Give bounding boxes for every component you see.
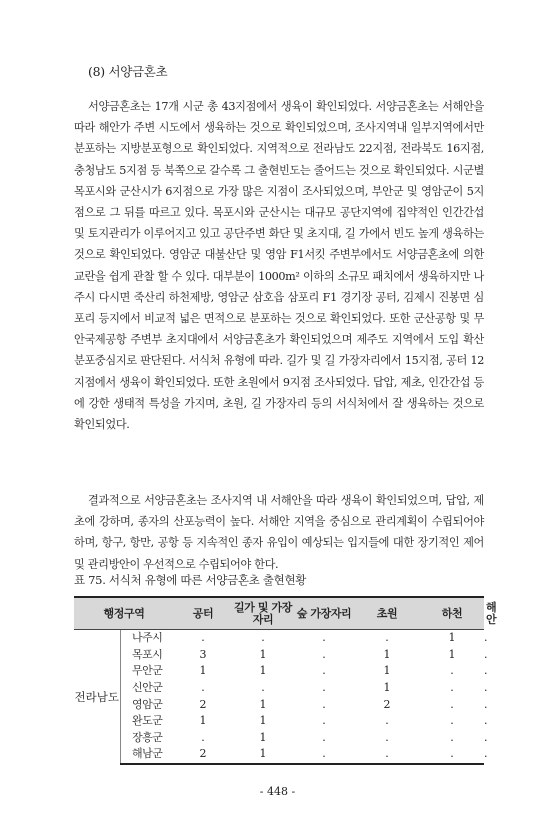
table-cell: 1 bbox=[448, 647, 456, 661]
table-cell: . bbox=[322, 664, 326, 678]
body-paragraph-2: 결과적으로 서양금혼초는 조사지역 내 서해안을 따라 생육이 확인되었으며, 답압, 제초에 강하며, 종자의 산포능력이 높다. 서해안 지역을 중심으로 관리계획이 수립되어야 하며, 항구, 항만, 공항 등 지속적인 종자 유입이 예상되는 입지들에 대한 장기적인 제어 및 관리방안이 우선적으로 수립되어야 한다. bbox=[74, 494, 484, 571]
table-cell: 2 bbox=[199, 697, 207, 711]
table-cell: 3 bbox=[199, 647, 207, 661]
table-cell: . bbox=[322, 714, 326, 728]
subregion-cell: 목포시 bbox=[132, 647, 163, 661]
table-row: 목포시 3 1 . 1 1 . bbox=[74, 647, 484, 664]
table-cell: . bbox=[450, 664, 454, 678]
table-cell: . bbox=[385, 730, 389, 744]
table-cell: . bbox=[201, 730, 205, 744]
table-cell: 1 bbox=[259, 697, 267, 711]
table-cell: . bbox=[261, 681, 265, 695]
table-cell: . bbox=[294, 746, 354, 764]
table-cell: . bbox=[450, 730, 454, 744]
subregion-cell: 신안군 bbox=[132, 681, 163, 695]
table-cell: . bbox=[385, 714, 389, 728]
table-cell: 1 bbox=[259, 730, 267, 744]
table-cell: . bbox=[201, 631, 205, 645]
table-cell: 1 bbox=[199, 714, 207, 728]
table-row: 장흥군 . 1 . . . . bbox=[74, 730, 484, 747]
table-cell: 1 bbox=[383, 681, 391, 695]
header-roadside: 길가 및 가장자리 bbox=[232, 597, 294, 630]
table-cell: 2 bbox=[383, 697, 391, 711]
table-cell: 1 bbox=[232, 746, 294, 764]
table-cell: 1 bbox=[199, 664, 207, 678]
table-cell: 2 bbox=[174, 746, 232, 764]
subregion-cell: 나주시 bbox=[132, 631, 163, 645]
table-row: 영암군 2 1 . 2 . . bbox=[74, 696, 484, 713]
table-row: 무안군 1 1 . 1 . . bbox=[74, 663, 484, 680]
table-cell: 1 bbox=[383, 664, 391, 678]
table-cell: 1 bbox=[259, 647, 267, 661]
page-number: - 448 - bbox=[259, 785, 296, 798]
subregion-cell: 영암군 bbox=[132, 697, 163, 711]
table-cell: . bbox=[420, 746, 484, 764]
table-row: 전라남도 나주시 . . . . 1 . bbox=[74, 630, 484, 647]
subregion-cell: 완도군 bbox=[132, 714, 163, 728]
table-row: 신안군 . . . 1 . . bbox=[74, 680, 484, 697]
table-cell: 1 bbox=[383, 647, 391, 661]
table-cell: . bbox=[322, 647, 326, 661]
table-cell: 1 bbox=[448, 631, 456, 645]
table-row: 완도군 1 1 . . . . bbox=[74, 713, 484, 730]
table-cell: . bbox=[450, 697, 454, 711]
table-cell: . bbox=[354, 746, 420, 764]
header-grassland: 초원 bbox=[354, 597, 420, 630]
table-cell: . bbox=[385, 631, 389, 645]
habitat-distribution-table bbox=[74, 596, 497, 765]
table-cell: . bbox=[450, 681, 454, 695]
table-cell: . bbox=[322, 631, 326, 645]
header-admin-region: 행정구역 bbox=[74, 597, 174, 630]
header-stream: 하천 bbox=[420, 597, 484, 630]
table-cell: . bbox=[201, 681, 205, 695]
table-body bbox=[74, 630, 488, 764]
table-cell: 1 bbox=[259, 714, 267, 728]
subregion-cell: 해남군 bbox=[120, 746, 174, 764]
table-cell: . bbox=[322, 697, 326, 711]
table-cell: . bbox=[261, 631, 265, 645]
subregion-cell: 장흥군 bbox=[132, 730, 163, 744]
header-vacant-lot: 공터 bbox=[174, 597, 232, 630]
body-paragraph-1: 서양금혼초는 17개 시군 총 43지점에서 생육이 확인되었다. 서양금혼초는 서해안을 따라 해안가 주변 시도에서 생육하는 것으로 확인되었으며, 조사지역내 일부지역에서만 분포하는 지방분포형으로 확인되었다. 지역적으로 전라남도 22지점, 전라북도 16지점, 충청남도 5지점 등 북쪽으로 갈수록 그 출현빈도는 줄어드는 것으로 확인되었다. 시군별 목포시와 군산시가 6지점으로 가장 많은 지점이 조사되었으며, 부안군 및 영암군이 5지점으로 그 뒤를 따르고 있다. 목포시와 군산시는 대규모 공단지역에 집약적인 인간간섭 및 토지관리가 이루어지고 있고 공단주변 화단 및 초지대, 길 가에서 빈도 높게 생육하는 것으로 확인되었다. 영암군 대불산단 및 영암 F1서킷 주변부에서도 서양금혼초에 의한 교란을 쉽게 관찰 할 수 있다. 대부분이 1000m² 이하의 소규모 패치에서 생육하지만 나주시 다시면 죽산리 하천제방, 영암군 삼호읍 삼포리 F1 경기장 공터, 김제시 진봉면 심포리 등지에서 비교적 넓은 면적으로 분포하는 것으로 확인되었다. 또한 군산공항 및 무안국제공항 주변부 초지대에서 서양금혼초가 확인되었으며 제주도 지역에서 도입 확산분포중심지로 판단된다. 서식처 유형에 따라. 길가 및 길 가장자리에서 15지점, 공터 12지점에서 생육이 확인되었다. 또한 초원에서 9지점 조사되었다. 답압, 제초, 인간간섭 등에 강한 생태적 특성을 가지며, 초원, 길 가장자리 등의 서식처에서 잘 생육하는 것으로 확인되었다. bbox=[74, 100, 484, 432]
table-header-row: 행정구역 공터 길가 및 가장자리 숲 가장자리 초원 하천 해안 bbox=[74, 597, 484, 630]
table-cell: 1 bbox=[259, 664, 267, 678]
subregion-cell: 무안군 bbox=[132, 664, 163, 678]
table-row: 해남군 2 1 . . . . bbox=[74, 746, 484, 764]
table-caption: 표 75. 서식처 유형에 따른 서양금혼초 출현현황 bbox=[74, 573, 307, 587]
header-forest-edge: 숲 가장자리 bbox=[294, 597, 354, 630]
section-heading: (8) 서양금혼초 bbox=[88, 64, 168, 79]
table-cell: . bbox=[450, 714, 454, 728]
region-cell: 전라남도 bbox=[74, 630, 120, 764]
table-cell: . bbox=[322, 681, 326, 695]
table-cell: . bbox=[322, 730, 326, 744]
